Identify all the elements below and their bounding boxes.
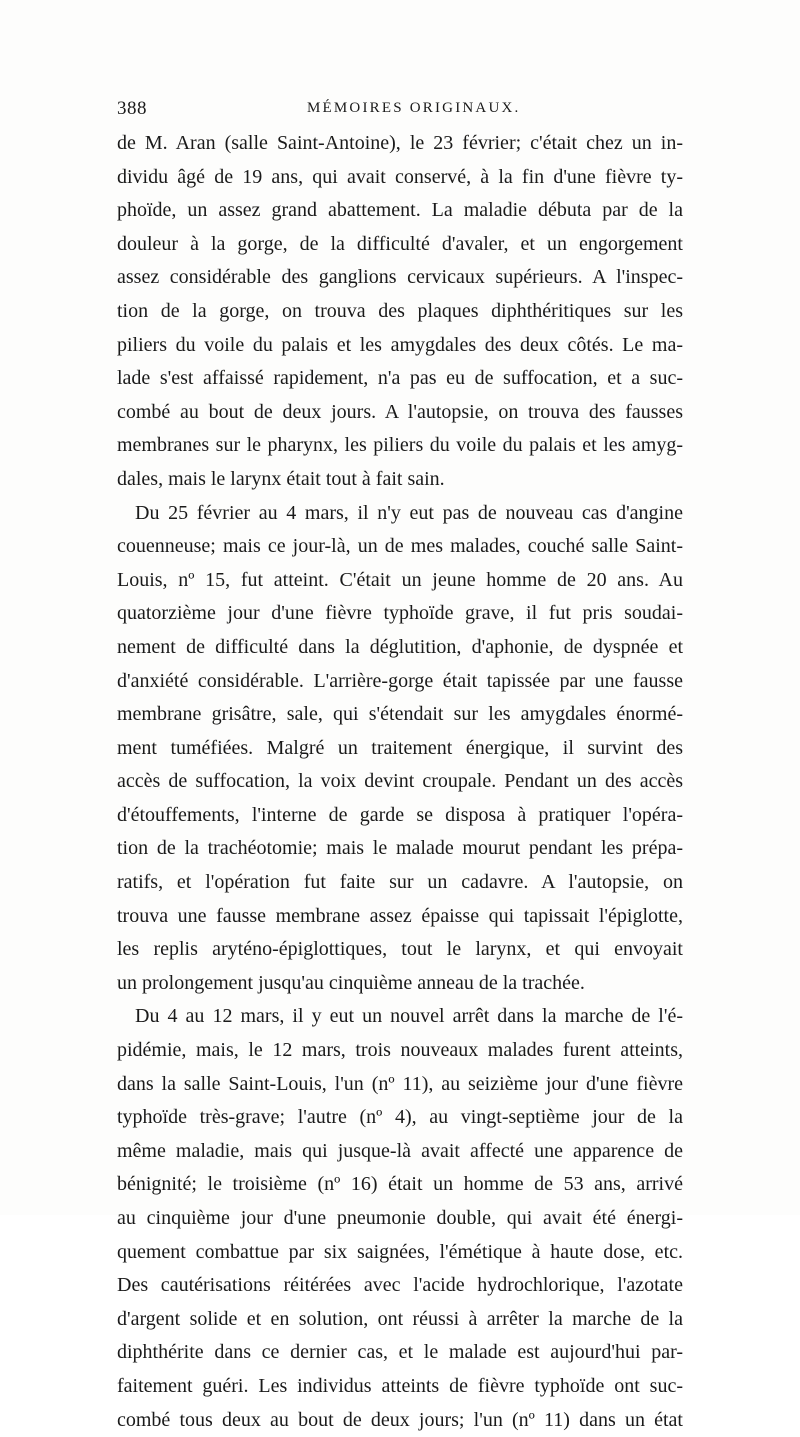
- text-line: même maladie, mais qui jusque-là avait affecté une apparence de: [117, 1139, 683, 1162]
- text-line: accès de suffocation, la voix devint croupale. Pendant un des accès: [117, 770, 683, 793]
- text-line: ment tuméfiées. Malgré un traitement énergique, il survint des: [117, 736, 683, 759]
- text-line: diphthérite dans ce dernier cas, et le malade est aujourd'hui par-: [117, 1341, 683, 1364]
- text-line: quatorzième jour d'une fièvre typhoïde grave, il fut pris soudai-: [117, 602, 683, 625]
- text-line: au cinquième jour d'une pneumonie double, qui avait été énergi-: [117, 1207, 683, 1229]
- paragraph-first-line: Du 25 février au 4 mars, il n'y eut pas de nouveau cas d'angine: [135, 501, 683, 524]
- paragraph-last-line: un prolongement jusqu'au cinquième anneau de la trachée.: [117, 971, 585, 994]
- text-line: combé tous deux au bout de deux jours; l'un (nº 11) dans un état: [117, 1408, 683, 1431]
- text-line: de M. Aran (salle Saint-Antoine), le 23 février; c'était chez un in-: [117, 132, 683, 154]
- body-text: [117, 127, 683, 1437]
- text-line: couenneuse; mais ce jour-là, un de mes malades, couché salle Saint-: [117, 535, 683, 558]
- text-line: douleur à la gorge, de la difficulté d'avaler, et un engorgement: [117, 232, 683, 255]
- text-line: d'anxiété considérable. L'arrière-gorge était tapissée par une fausse: [117, 669, 683, 692]
- text-line: quement combattue par six saignées, l'émétique à haute dose, etc.: [117, 1240, 683, 1263]
- text-line: ratifs, et l'opération fut faite sur un cadavre. A l'autopsie, on: [117, 871, 683, 894]
- text-line: d'étouffements, l'interne de garde se disposa à pratiquer l'opéra-: [117, 803, 683, 826]
- text-line: assez considérable des ganglions cervicaux supérieurs. A l'inspec-: [117, 266, 683, 289]
- text-line: Louis, nº 15, fut atteint. C'était un jeune homme de 20 ans. Au: [117, 568, 683, 591]
- paragraph-last-line: dales, mais le larynx était tout à fait sain.: [117, 467, 445, 490]
- page-number: 388: [117, 98, 147, 119]
- text-line: faitement guéri. Les individus atteints de fièvre typhoïde ont suc-: [117, 1374, 683, 1397]
- text-line: membranes sur le pharynx, les piliers du voile du palais et les amyg-: [117, 434, 683, 457]
- text-line: tion de la trachéotomie; mais le malade mourut pendant les prépa-: [117, 837, 683, 860]
- running-head: MÉMOIRES ORIGINAUX.: [307, 100, 521, 116]
- text-line: tion de la gorge, on trouva des plaques diphthéritiques sur les: [117, 299, 683, 322]
- page-header: [117, 98, 683, 124]
- text-line: dividu âgé de 19 ans, qui avait conservé, à la fin d'une fièvre ty-: [117, 165, 683, 188]
- text-line: trouva une fausse membrane assez épaisse qui tapissait l'épiglotte,: [117, 904, 683, 927]
- text-line: piliers du voile du palais et les amygdales des deux côtés. Le ma-: [117, 333, 683, 356]
- text-line: d'argent solide et en solution, ont réussi à arrêter la marche de la: [117, 1307, 683, 1330]
- text-line: phoïde, un assez grand abattement. La maladie débuta par de la: [117, 199, 683, 222]
- text-line: pidémie, mais, le 12 mars, trois nouveaux malades furent atteints,: [117, 1039, 683, 1062]
- text-line: Des cautérisations réitérées avec l'acide hydrochlorique, l'azotate: [117, 1274, 683, 1297]
- text-line: dans la salle Saint-Louis, l'un (nº 11), au seizième jour d'une fièvre: [117, 1072, 683, 1095]
- text-line: nement de difficulté dans la déglutition, d'aphonie, de dyspnée et: [117, 635, 683, 658]
- text-line: lade s'est affaissé rapidement, n'a pas eu de suffocation, et a suc-: [117, 367, 683, 390]
- paragraph-first-line: Du 4 au 12 mars, il y eut un nouvel arrêt dans la marche de l'é-: [135, 1005, 683, 1028]
- text-line: bénignité; le troisième (nº 16) était un homme de 53 ans, arrivé: [117, 1173, 683, 1196]
- text-line: typhoïde très-grave; l'autre (nº 4), au vingt-septième jour de la: [117, 1106, 683, 1129]
- text-line: combé au bout de deux jours. A l'autopsie, on trouva des fausses: [117, 400, 683, 423]
- text-line: les replis aryténo-épiglottiques, tout le larynx, et qui envoyait: [117, 938, 683, 961]
- text-line: membrane grisâtre, sale, qui s'étendait sur les amygdales énormé-: [117, 703, 683, 726]
